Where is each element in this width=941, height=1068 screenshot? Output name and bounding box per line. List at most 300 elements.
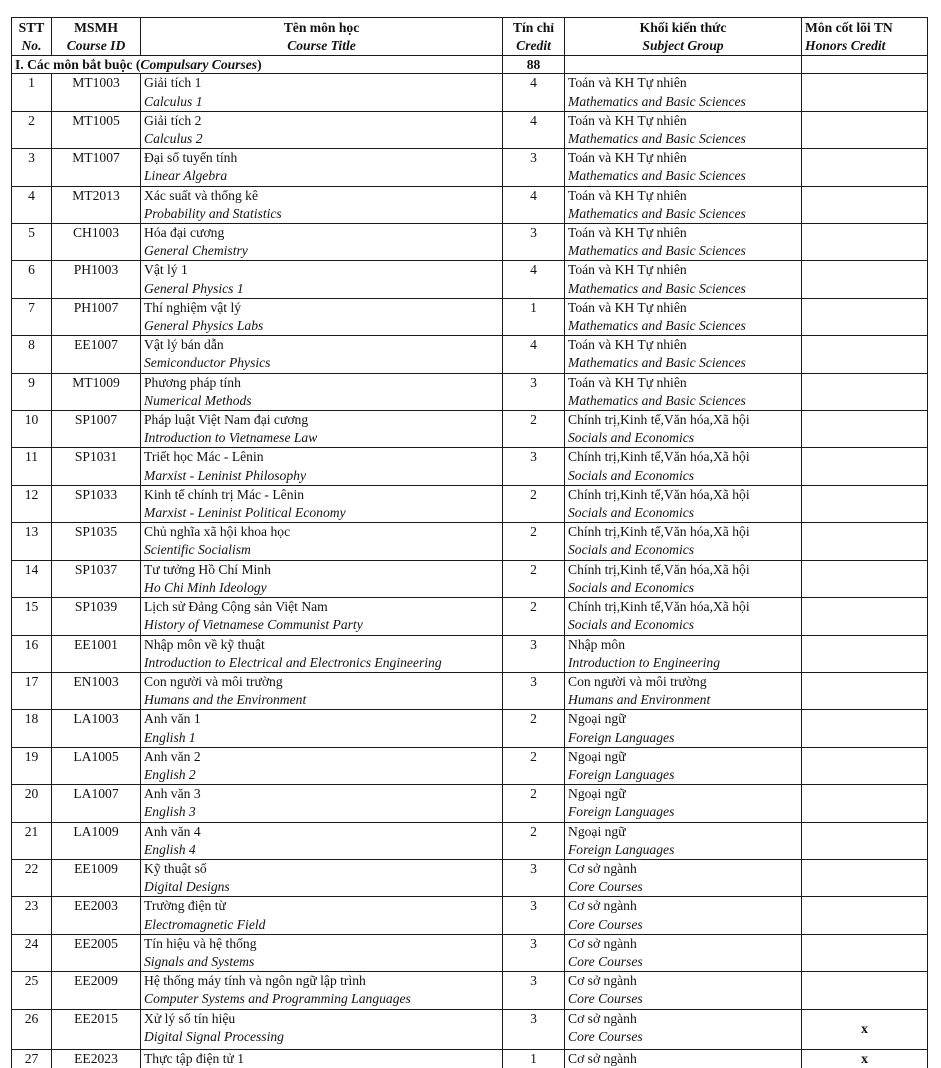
- subject-group: [565, 859, 802, 896]
- course-title: [141, 1049, 503, 1068]
- course-title: [141, 336, 503, 373]
- row-number: 5: [12, 224, 52, 261]
- honors-mark: [802, 747, 928, 784]
- honors-mark: [802, 785, 928, 822]
- course-id: SP1039: [52, 598, 141, 635]
- course-title-en: English 3: [144, 804, 196, 820]
- honors-mark: [802, 111, 928, 148]
- course-credit: 4: [503, 111, 565, 148]
- course-title-vi: Tư tưởng Hồ Chí Minh: [144, 561, 271, 577]
- course-title-en: General Physics 1: [144, 280, 244, 296]
- subject-group-en: Core Courses: [568, 879, 643, 895]
- course-title: [141, 598, 503, 635]
- course-title: [141, 485, 503, 522]
- subject-group-vi: Cơ sở ngành: [568, 860, 637, 876]
- course-credit: 2: [503, 710, 565, 747]
- subject-group-vi: Chính trị,Kinh tế,Văn hóa,Xã hội: [568, 412, 750, 428]
- course-title-vi: Giải tích 2: [144, 112, 202, 128]
- table-row: [12, 598, 928, 635]
- row-number: 2: [12, 111, 52, 148]
- course-id: EE1007: [52, 336, 141, 373]
- course-credit: 1: [503, 1049, 565, 1068]
- subject-group-en: Socials and Economics: [568, 467, 695, 483]
- course-title-en: Calculus 2: [144, 131, 203, 147]
- table-row: [12, 224, 928, 261]
- subject-group: [565, 485, 802, 522]
- subject-group: [565, 1049, 802, 1068]
- subject-group-vi: Ngoại ngữ: [568, 786, 626, 802]
- course-credit: 1: [503, 298, 565, 335]
- course-id: PH1003: [52, 261, 141, 298]
- row-number: 20: [12, 785, 52, 822]
- row-number: 19: [12, 747, 52, 784]
- course-id: MT1003: [52, 74, 141, 111]
- honors-mark: [802, 598, 928, 635]
- subject-group: [565, 261, 802, 298]
- course-title: [141, 934, 503, 971]
- section-credit: 88: [503, 56, 565, 74]
- subject-group-vi: Toán và KH Tự nhiên: [568, 75, 687, 91]
- course-title: [141, 1009, 503, 1049]
- subject-group-en: Mathematics and Basic Sciences: [568, 280, 746, 296]
- honors-mark: [802, 523, 928, 560]
- course-id: SP1031: [52, 448, 141, 485]
- subject-group-vi: Cơ sở ngành: [568, 973, 637, 989]
- course-title-vi: Hóa đại cương: [144, 225, 225, 241]
- subject-group-en: Mathematics and Basic Sciences: [568, 355, 746, 371]
- honors-mark: [802, 373, 928, 410]
- section-row: [12, 56, 928, 74]
- course-id: MT1007: [52, 149, 141, 186]
- course-title: [141, 635, 503, 672]
- course-title-vi: Xử lý số tín hiệu: [144, 1010, 236, 1026]
- row-number: 25: [12, 972, 52, 1009]
- course-title: [141, 111, 503, 148]
- course-credit: 3: [503, 1009, 565, 1049]
- section-empty-group: [565, 56, 802, 74]
- subject-group-en: Core Courses: [568, 916, 643, 932]
- subject-group-en: Mathematics and Basic Sciences: [568, 392, 746, 408]
- course-credit: 2: [503, 523, 565, 560]
- subject-group: [565, 897, 802, 934]
- row-number: 11: [12, 448, 52, 485]
- subject-group-vi: Toán và KH Tự nhiên: [568, 150, 687, 166]
- course-title-vi: Xác suất và thống kê: [144, 187, 259, 203]
- course-title: [141, 224, 503, 261]
- course-title-en: History of Vietnamese Communist Party: [144, 617, 363, 633]
- subject-group: [565, 672, 802, 709]
- subject-group-vi: Toán và KH Tự nhiên: [568, 374, 687, 390]
- table-row: [12, 261, 928, 298]
- course-title: [141, 373, 503, 410]
- course-credit: 3: [503, 672, 565, 709]
- course-title-en: Marxist - Leninist Political Economy: [144, 505, 346, 521]
- course-title-vi: Nhập môn về kỹ thuật: [144, 636, 265, 652]
- subject-group-vi: Toán và KH Tự nhiên: [568, 262, 687, 278]
- course-id: SP1035: [52, 523, 141, 560]
- course-id: LA1007: [52, 785, 141, 822]
- course-title-vi: Anh văn 1: [144, 711, 201, 727]
- subject-group: [565, 336, 802, 373]
- table-row: [12, 934, 928, 971]
- course-title-en: Linear Algebra: [144, 168, 228, 184]
- course-title-en: Calculus 1: [144, 93, 203, 109]
- course-id: EE1009: [52, 859, 141, 896]
- table-row: [12, 74, 928, 111]
- honors-mark: [802, 485, 928, 522]
- row-number: 21: [12, 822, 52, 859]
- row-number: 13: [12, 523, 52, 560]
- table-row: [12, 411, 928, 448]
- course-credit: 3: [503, 972, 565, 1009]
- course-title-en: Semiconductor Physics: [144, 355, 271, 371]
- course-id: LA1009: [52, 822, 141, 859]
- course-title: [141, 710, 503, 747]
- course-credit: 3: [503, 149, 565, 186]
- honors-mark: [802, 560, 928, 597]
- honors-mark: [802, 186, 928, 223]
- subject-group: [565, 934, 802, 971]
- honors-mark: [802, 298, 928, 335]
- course-title-en: Computer Systems and Programming Languages: [144, 991, 411, 1007]
- subject-group-en: Mathematics and Basic Sciences: [568, 131, 746, 147]
- table-row: [12, 972, 928, 1009]
- subject-group-vi: Toán và KH Tự nhiên: [568, 337, 687, 353]
- subject-group-vi: Con người và môi trường: [568, 673, 707, 689]
- course-credit: 2: [503, 785, 565, 822]
- row-number: 4: [12, 186, 52, 223]
- course-title-vi: Kỹ thuật số: [144, 860, 207, 876]
- course-credit: 4: [503, 186, 565, 223]
- table-row: [12, 747, 928, 784]
- row-number: 1: [12, 74, 52, 111]
- course-credit: 3: [503, 859, 565, 896]
- course-title-en: Digital Designs: [144, 879, 230, 895]
- course-id: EE2005: [52, 934, 141, 971]
- subject-group-vi: Cơ sở ngành: [568, 1050, 637, 1066]
- subject-group-en: Mathematics and Basic Sciences: [568, 318, 746, 334]
- course-title-en: English 4: [144, 841, 196, 857]
- course-id: PH1007: [52, 298, 141, 335]
- course-id: MT1005: [52, 111, 141, 148]
- course-title-vi: Thực tập điện tử 1: [144, 1050, 245, 1066]
- curriculum-table: [11, 17, 928, 1068]
- table-row: [12, 1049, 928, 1068]
- subject-group-vi: Ngoại ngữ: [568, 748, 626, 764]
- course-credit: 3: [503, 897, 565, 934]
- course-title-en: Scientific Socialism: [144, 542, 251, 558]
- header-subject-group: Khối kiến thức Subject Group: [565, 18, 802, 56]
- subject-group-en: Foreign Languages: [568, 766, 675, 782]
- course-credit: 2: [503, 747, 565, 784]
- table-row: [12, 149, 928, 186]
- course-id: EE1001: [52, 635, 141, 672]
- course-credit: 4: [503, 261, 565, 298]
- subject-group-en: Foreign Languages: [568, 729, 675, 745]
- course-id: EE2023: [52, 1049, 141, 1068]
- row-number: 23: [12, 897, 52, 934]
- course-title-vi: Thí nghiệm vật lý: [144, 299, 242, 315]
- table-row: [12, 111, 928, 148]
- course-title-vi: Vật lý 1: [144, 262, 188, 278]
- subject-group-en: Core Courses: [568, 991, 643, 1007]
- course-id: MT2013: [52, 186, 141, 223]
- subject-group-vi: Cơ sở ngành: [568, 1010, 637, 1026]
- course-title-en: General Chemistry: [144, 243, 248, 259]
- row-number: 16: [12, 635, 52, 672]
- course-title: [141, 747, 503, 784]
- course-id: EE2009: [52, 972, 141, 1009]
- subject-group-vi: Toán và KH Tự nhiên: [568, 187, 687, 203]
- course-title: [141, 972, 503, 1009]
- row-number: 10: [12, 411, 52, 448]
- subject-group-vi: Ngoại ngữ: [568, 711, 626, 727]
- course-title: [141, 859, 503, 896]
- honors-mark: [802, 635, 928, 672]
- subject-group: [565, 111, 802, 148]
- subject-group-en: Socials and Economics: [568, 579, 695, 595]
- course-title-vi: Con người và môi trường: [144, 673, 283, 689]
- course-title: [141, 448, 503, 485]
- header-honors-credit: Môn cốt lõi TN Honors Credit: [802, 18, 928, 56]
- course-title-en: English 2: [144, 766, 196, 782]
- honors-mark: x: [802, 1049, 928, 1068]
- course-title-vi: Đại số tuyến tính: [144, 150, 238, 166]
- row-number: 18: [12, 710, 52, 747]
- subject-group: [565, 523, 802, 560]
- course-title-vi: Lịch sử Đảng Cộng sản Việt Nam: [144, 599, 328, 615]
- honors-mark: [802, 822, 928, 859]
- row-number: 17: [12, 672, 52, 709]
- row-number: 9: [12, 373, 52, 410]
- subject-group: [565, 224, 802, 261]
- row-number: 27: [12, 1049, 52, 1068]
- table-row: [12, 448, 928, 485]
- course-id: EE2015: [52, 1009, 141, 1049]
- course-title: [141, 74, 503, 111]
- header-row: [12, 18, 928, 56]
- section-label: I. Các môn bắt buộc (Compulsary Courses): [12, 56, 503, 74]
- course-title: [141, 523, 503, 560]
- course-credit: 2: [503, 822, 565, 859]
- course-title: [141, 261, 503, 298]
- table-row: [12, 897, 928, 934]
- course-title-vi: Trường điện từ: [144, 898, 226, 914]
- subject-group: [565, 747, 802, 784]
- table-row: [12, 785, 928, 822]
- course-title: [141, 298, 503, 335]
- table-row: [12, 485, 928, 522]
- honors-mark: [802, 448, 928, 485]
- course-title-vi: Vật lý bán dẫn: [144, 337, 224, 353]
- course-credit: 4: [503, 336, 565, 373]
- course-id: EE2003: [52, 897, 141, 934]
- course-title-en: Introduction to Vietnamese Law: [144, 430, 318, 446]
- course-title: [141, 149, 503, 186]
- table-row: [12, 336, 928, 373]
- subject-group-vi: Nhập môn: [568, 636, 626, 652]
- subject-group-en: Foreign Languages: [568, 804, 675, 820]
- table-row: [12, 710, 928, 747]
- subject-group: [565, 710, 802, 747]
- subject-group-en: Socials and Economics: [568, 430, 695, 446]
- honors-mark: [802, 149, 928, 186]
- subject-group: [565, 298, 802, 335]
- subject-group: [565, 186, 802, 223]
- course-title-en: Numerical Methods: [144, 392, 252, 408]
- course-title-en: Ho Chi Minh Ideology: [144, 579, 267, 595]
- honors-mark: [802, 74, 928, 111]
- course-credit: 3: [503, 934, 565, 971]
- subject-group-en: Socials and Economics: [568, 617, 695, 633]
- honors-mark: [802, 972, 928, 1009]
- subject-group: [565, 560, 802, 597]
- table-row: [12, 560, 928, 597]
- table-row: [12, 635, 928, 672]
- course-id: SP1037: [52, 560, 141, 597]
- row-number: 8: [12, 336, 52, 373]
- subject-group: [565, 635, 802, 672]
- course-id: CH1003: [52, 224, 141, 261]
- honors-mark: x: [802, 1009, 928, 1049]
- subject-group-vi: Toán và KH Tự nhiên: [568, 299, 687, 315]
- subject-group-en: Core Courses: [568, 1028, 643, 1044]
- course-credit: 3: [503, 373, 565, 410]
- course-title-vi: Anh văn 2: [144, 748, 201, 764]
- honors-mark: [802, 897, 928, 934]
- subject-group-en: Introduction to Engineering: [568, 654, 721, 670]
- course-title-vi: Kinh tế chính trị Mác - Lênin: [144, 486, 305, 502]
- course-title-vi: Hệ thống máy tính và ngôn ngữ lập trình: [144, 973, 366, 989]
- course-title-vi: Anh văn 4: [144, 823, 201, 839]
- course-title-en: Digital Signal Processing: [144, 1028, 284, 1044]
- subject-group: [565, 74, 802, 111]
- header-credit: Tín chỉ Credit: [503, 18, 565, 56]
- course-title-en: Introduction to Electrical and Electronics Engineering: [144, 654, 442, 670]
- subject-group-vi: Toán và KH Tự nhiên: [568, 112, 687, 128]
- course-title-vi: Pháp luật Việt Nam đại cương: [144, 412, 309, 428]
- table-row: [12, 859, 928, 896]
- subject-group: [565, 411, 802, 448]
- header-course-title: Tên môn học Course Title: [141, 18, 503, 56]
- subject-group: [565, 373, 802, 410]
- subject-group: [565, 972, 802, 1009]
- subject-group-vi: Chính trị,Kinh tế,Văn hóa,Xã hội: [568, 486, 750, 502]
- honors-mark: [802, 261, 928, 298]
- subject-group-vi: Cơ sở ngành: [568, 898, 637, 914]
- subject-group: [565, 448, 802, 485]
- subject-group-en: Core Courses: [568, 953, 643, 969]
- course-id: MT1009: [52, 373, 141, 410]
- subject-group-en: Mathematics and Basic Sciences: [568, 168, 746, 184]
- course-title: [141, 822, 503, 859]
- subject-group-vi: Toán và KH Tự nhiên: [568, 225, 687, 241]
- honors-mark: [802, 672, 928, 709]
- course-title-vi: Chủ nghĩa xã hội khoa học: [144, 524, 291, 540]
- honors-mark: [802, 411, 928, 448]
- course-id: EN1003: [52, 672, 141, 709]
- course-title-vi: Giải tích 1: [144, 75, 202, 91]
- header-stt: STT No.: [12, 18, 52, 56]
- course-id: LA1005: [52, 747, 141, 784]
- honors-mark: [802, 934, 928, 971]
- course-title-en: Signals and Systems: [144, 953, 255, 969]
- course-title-en: English 1: [144, 729, 196, 745]
- table-row: [12, 373, 928, 410]
- honors-mark: [802, 710, 928, 747]
- course-credit: 3: [503, 635, 565, 672]
- row-number: 24: [12, 934, 52, 971]
- section-empty-honors: [802, 56, 928, 74]
- course-title-en: General Physics Labs: [144, 318, 264, 334]
- course-credit: 3: [503, 224, 565, 261]
- row-number: 26: [12, 1009, 52, 1049]
- row-number: 22: [12, 859, 52, 896]
- course-title: [141, 785, 503, 822]
- course-credit: 4: [503, 74, 565, 111]
- subject-group-en: Foreign Languages: [568, 841, 675, 857]
- table-row: [12, 298, 928, 335]
- course-title: [141, 897, 503, 934]
- subject-group-en: Mathematics and Basic Sciences: [568, 93, 746, 109]
- course-title-vi: Tín hiệu và hệ thống: [144, 935, 257, 951]
- course-id: SP1007: [52, 411, 141, 448]
- table-row: [12, 523, 928, 560]
- subject-group: [565, 822, 802, 859]
- subject-group-en: Humans and Environment: [568, 692, 711, 708]
- header-course-id: MSMH Course ID: [52, 18, 141, 56]
- course-title-en: Humans and the Environment: [144, 692, 307, 708]
- course-credit: 2: [503, 411, 565, 448]
- subject-group-en: Socials and Economics: [568, 505, 695, 521]
- subject-group-vi: Cơ sở ngành: [568, 935, 637, 951]
- course-title: [141, 672, 503, 709]
- course-credit: 2: [503, 560, 565, 597]
- row-number: 6: [12, 261, 52, 298]
- course-title: [141, 186, 503, 223]
- subject-group-vi: Ngoại ngữ: [568, 823, 626, 839]
- subject-group: [565, 785, 802, 822]
- subject-group-en: Mathematics and Basic Sciences: [568, 243, 746, 259]
- subject-group-vi: Chính trị,Kinh tế,Văn hóa,Xã hội: [568, 561, 750, 577]
- course-credit: 3: [503, 448, 565, 485]
- table-row: [12, 822, 928, 859]
- subject-group-en: Mathematics and Basic Sciences: [568, 205, 746, 221]
- course-title-vi: Anh văn 3: [144, 786, 201, 802]
- table-row: [12, 1009, 928, 1049]
- honors-mark: [802, 336, 928, 373]
- row-number: 12: [12, 485, 52, 522]
- row-number: 7: [12, 298, 52, 335]
- course-title: [141, 411, 503, 448]
- course-id: LA1003: [52, 710, 141, 747]
- subject-group: [565, 1009, 802, 1049]
- course-title-en: Electromagnetic Field: [144, 916, 266, 932]
- honors-mark: [802, 859, 928, 896]
- course-credit: 2: [503, 598, 565, 635]
- row-number: 14: [12, 560, 52, 597]
- row-number: 15: [12, 598, 52, 635]
- honors-mark: [802, 224, 928, 261]
- course-title-vi: Phương pháp tính: [144, 374, 241, 390]
- row-number: 3: [12, 149, 52, 186]
- table-row: [12, 672, 928, 709]
- subject-group: [565, 149, 802, 186]
- subject-group-en: Socials and Economics: [568, 542, 695, 558]
- subject-group: [565, 598, 802, 635]
- course-title-en: Marxist - Leninist Philosophy: [144, 467, 306, 483]
- subject-group-vi: Chính trị,Kinh tế,Văn hóa,Xã hội: [568, 524, 750, 540]
